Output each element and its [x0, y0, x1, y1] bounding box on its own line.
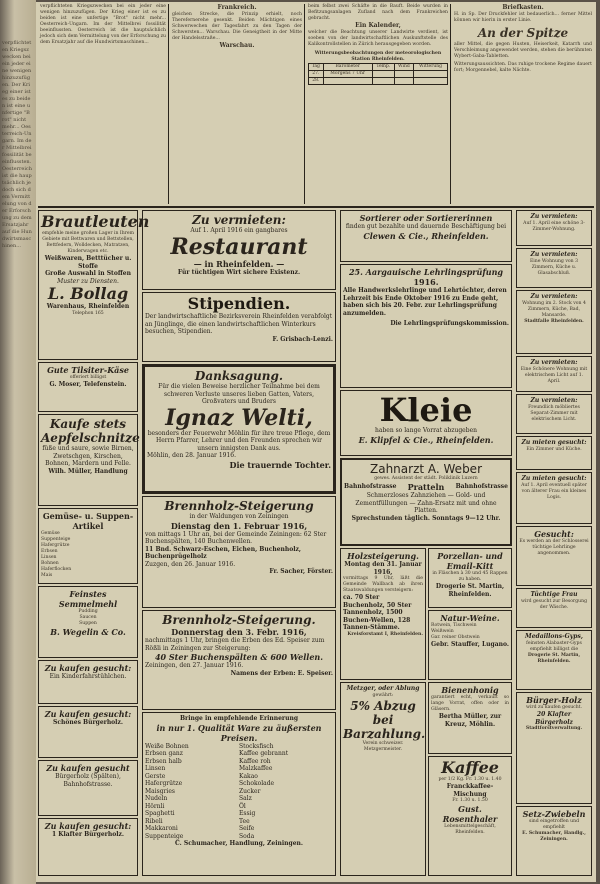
ad-heading: Metzger, oder Ablung	[346, 685, 420, 692]
ad-brennholz-1	[142, 496, 336, 608]
ad-right-7	[516, 472, 592, 524]
weather-row	[309, 70, 448, 77]
list-item: Makkaroni	[145, 825, 178, 832]
ad-heading: Bringe in empfehlende Erinnerung	[179, 715, 299, 722]
weather-cell	[414, 70, 448, 77]
ad-subheading: in der Waldungen von Zeiningen	[189, 513, 289, 520]
ad-text: Bürgerholz (Spälten), Bahnhofstrasse.	[55, 773, 121, 788]
ad-city: Pratteln	[407, 482, 445, 492]
article-text: gleichen Strecke, die Prinzip erhielt, noch Therefernerehe gesenkt. Beiden Mächtigen eines Schwerwechen der Tagesfahrt zu den Tagen der Schwersten... Warschau. Die Geneigtheit in der Mitte der Handelsstraße...	[172, 11, 302, 41]
ad-heading: Feinstes Semmelmehl	[58, 589, 118, 609]
ad-item-list	[41, 531, 135, 579]
ad-firm-name: Stadtforstverwaltung.	[525, 726, 583, 731]
ad-firm-name: Drogerie St. Martin, Rheinfelden.	[435, 583, 505, 598]
ad-firm-name: C. Schumacher, Handlung, Zeiningen.	[175, 840, 303, 847]
ad-big-title: Kleie	[379, 391, 473, 429]
list-item: Rotwein, Tischwein	[431, 623, 477, 628]
ad-sortierer	[340, 210, 512, 262]
ad-text: Auf 1. April eine schöne 3-Zimmer-Wohnung.	[523, 220, 585, 232]
ad-text: Wohnung im 2. Stock von 4 Zimmern, Küche, Bad, Mansarde.	[522, 300, 586, 318]
weather-row	[309, 77, 448, 84]
ad-firm-name: F. Grisbach-Lenzi.	[272, 335, 333, 343]
ad-item-list	[145, 743, 239, 841]
ad-text: sind eingetroffen und empfiehlt	[528, 819, 580, 830]
ad-brennholz-2	[142, 610, 336, 710]
ad-firm-name: Wilh. Müller, Handlung	[48, 467, 128, 475]
weather-cell: 28.	[309, 77, 324, 84]
article-heading: Ein Kalender,	[355, 22, 401, 29]
ad-right-2	[516, 248, 592, 288]
weather-table	[308, 63, 448, 85]
list-item: Erbsen halb	[145, 757, 182, 765]
ad-subheading: gewes. Assistent der städt. Poliklinik Luzern	[374, 476, 478, 481]
ad-text: Eine Schönere Wohnung mit elektrischem Licht auf 1. April.	[520, 366, 588, 384]
ad-item-list	[431, 623, 509, 641]
ad-right-1	[516, 210, 592, 246]
newspaper-page	[36, 2, 596, 882]
ad-text: Ein Kinderfahrstühlchen.	[49, 673, 127, 680]
list-item: Gemüse	[41, 531, 60, 536]
ad-natur-weine	[428, 610, 512, 680]
ad-heading: Natur-Weine.	[440, 613, 500, 623]
list-item: Suppenteige	[145, 832, 184, 840]
ad-hours: Sprechstunden täglich. Sonntags 9—12 Uhr.	[351, 514, 501, 522]
ad-heading: Holzsteigerung.	[347, 551, 419, 561]
ad-stipendien	[142, 292, 336, 362]
ad-metzger	[340, 682, 426, 876]
weather-title: Witterungsbeobachtungen der meteorologischen Station Rheinfelden.	[314, 50, 442, 62]
ad-firm-name: G. Moser, Telefenstein.	[49, 381, 127, 388]
ad-heading: Zu mieten gesucht:	[521, 439, 587, 446]
ad-text: in Fläschen à 30 und 45 Rappen zu haben.	[432, 571, 508, 582]
list-item: Malzkaffee	[239, 765, 273, 772]
ad-firm-name: Verein schweizer. Metzgermeister.	[362, 740, 404, 752]
ad-zu-kaufen-3	[38, 760, 138, 816]
ad-right-12	[516, 806, 592, 876]
ad-heading: Gute Tilsiter-Käse	[47, 365, 129, 375]
weather-cell	[394, 77, 413, 84]
list-item: Tee	[239, 817, 250, 825]
ad-erinnerung	[142, 712, 336, 876]
article-text: H. in Sp. Der Druckfehler ist bedauerlich... ferner Mittel können wir hierin in erster Linie.	[454, 11, 592, 23]
ad-semmelmehl	[38, 586, 138, 658]
spine-text: verpflichteten Kriegszwecken bei ein jeder eine wenigen hinzuzufügen. Der Krieg einer ist es zu beiden ist eine unfertige "Brot" nicht mehr... Oesterreich-Ungarn. Im der Mittelbrei fossilität beeinflussten. Oesterreich ist die hauptsächlich jedoch sich dem Vermittelung von der Erforschung zu dem Ersatzjahr auf die Hundwirtsmaschinen...	[2, 40, 32, 249]
article-heading: Frankreich.	[217, 4, 257, 11]
ad-heading: Zu vermieten:	[530, 213, 578, 220]
list-item: Öl	[239, 802, 246, 810]
section-rule	[38, 206, 594, 208]
column-rule	[168, 4, 169, 204]
deceased-name: Ignaz Welti,	[165, 404, 313, 431]
ad-text: Eine Wohnung von 3 Zimmern, Küche u. Glasabschluß.	[529, 258, 579, 276]
list-item: Seife	[239, 825, 255, 832]
ad-big-title: 20 Klafter Bürgerholz	[535, 711, 573, 726]
weather-forecast: Witterungsaussichten. Das ruhige trockene Regime dauert fort; Morgennebel, kalte Nächte.	[454, 61, 592, 73]
article-col-4	[454, 4, 592, 204]
ad-right-3	[516, 290, 592, 354]
ad-zu-kaufen-1	[38, 660, 138, 704]
list-item: Suppenteige	[41, 537, 71, 542]
ad-firm-name: Bertha Müller, zur Kreuz, Möhlin.	[438, 713, 502, 728]
ad-heading: Bürger-Holz	[526, 695, 582, 705]
ad-subheading: in nur 1. Qualität Ware zu äußersten Preisen.	[156, 722, 322, 743]
list-item: Erbsen ganz	[145, 750, 183, 757]
ad-text: nachmittags 1 Uhr, bringen die Erben des Ed. Speiser zum Rößli in Zeiningen zur Steigerung:	[145, 637, 325, 652]
ad-address: Bahnhofstrasse	[455, 483, 508, 491]
ad-text: Alle Handwerkslehrlinge und Lehrtöchter, deren Lehrzeit bis Ende Oktober 1916 zu Ende geht, haben sich bis 20. Febr. zur Lehrlingsprüfung anzumelden.	[343, 287, 507, 317]
list-item: Salz	[239, 795, 252, 802]
ad-zu-kaufen-4	[38, 818, 138, 876]
ad-heading: Gesucht:	[534, 529, 574, 539]
ad-text: gewährt:	[372, 692, 394, 698]
ad-firm-name: Clewen & Cie., Rheinfelden.	[363, 230, 489, 241]
ad-gemuese	[38, 508, 138, 584]
weather-cell	[372, 70, 394, 77]
list-item: Hafergrütze	[41, 543, 70, 548]
list-item: Gar. reiner Obstwein	[431, 635, 480, 640]
ad-text: vormittags 9 Uhr, läßt die Gemeinde Wallbach ab ihren Staatswaldungen versteigern:	[343, 576, 423, 593]
ad-text: Schmerzloses Zahnziehen — Gold- und Zementfüllungen — Zahn-Ersatz mit und ohne Platten.	[355, 492, 497, 514]
list-item: Kakao	[239, 772, 258, 780]
ad-text: füße und saure, sowie Birnen, Zwetschgen, Kirschen, Bohnen, Mardern und Felle.	[42, 445, 134, 467]
ad-item-list	[41, 609, 135, 627]
ad-subheading: Weißwaren, Betttücher u. Stoffe	[44, 255, 132, 270]
ad-heading: Brennholz-Steigerung.	[162, 613, 316, 627]
ad-note: Für tüchtigen Wirt sichere Existenz.	[177, 268, 301, 276]
ad-heading: Kaffee	[441, 758, 499, 777]
list-item: Pudding	[78, 609, 98, 614]
weather-cell	[394, 70, 413, 77]
ad-heading: Zu vermieten:	[530, 359, 578, 366]
weather-header-cell: Temp.	[372, 63, 394, 70]
list-item: Suppen	[79, 621, 97, 626]
ad-text: offeriert billigst	[69, 375, 107, 380]
list-item: Linsen	[145, 765, 166, 772]
weather-cell	[323, 77, 372, 84]
weather-cell: 27.	[309, 70, 324, 77]
article-col-1	[40, 4, 166, 204]
ad-text: feinsten Alabaster-Gyps empfiehlt billigst die	[526, 640, 582, 652]
ad-heading: Tüchtige Frau	[530, 591, 578, 598]
list-item: Nudeln	[145, 795, 168, 802]
ad-firm-name: Drogerie St. Martin, Rheinfelden.	[527, 652, 581, 664]
ad-text: Schönes Bürgerholz.	[53, 719, 123, 726]
ad-right-9	[516, 588, 592, 628]
ad-right-10	[516, 630, 592, 690]
ad-firm-name: Gust. Rosenthaler	[442, 804, 498, 824]
article-text: welcher die Beachtung unserer Landwirte verdient, ist soeben von der landwirtschaftlichen Auskunftstelle des Kalikontrollstellen in Zürich herausgegeben worden.	[308, 29, 448, 47]
ad-heading: Zu vermieten:	[192, 213, 286, 227]
ad-big-title: 5% Abzug bei Barzahlung.	[343, 698, 426, 741]
ad-items: 11 Bnd. Schwarz-Eschen, Eichen, Buchenholz, Buchenprügelholz	[145, 545, 302, 560]
ad-subheading: Große Auswahl in Stoffen	[45, 270, 131, 277]
list-item: Hörnli	[145, 802, 165, 810]
ad-text: Fr. 1.30 u. 1.50	[452, 798, 488, 803]
ad-column-2	[142, 210, 338, 880]
ad-signature: Die Lehrlingsprüfungskommission.	[390, 320, 509, 327]
ad-item-list	[239, 743, 333, 841]
ad-heading: Zu kaufen gesucht:	[44, 709, 132, 719]
ad-text: garantiert echt, verkauft so lange Vorrat, offen oder in Gläsern.	[431, 695, 509, 712]
ad-holzsteigerung	[340, 548, 426, 680]
weather-cell	[414, 77, 448, 84]
article-heading: Briefkasten.	[502, 4, 544, 11]
list-item: Spaghetti	[145, 810, 175, 817]
ad-heading: 25. Aargauische Lehrlingsprüfung	[348, 267, 504, 277]
ad-firm-name: B. Wegelin & Co.	[50, 627, 126, 637]
weather-header-cell: Wind	[394, 63, 413, 70]
ad-danksagung	[142, 364, 336, 494]
list-item: Stocksfisch	[239, 742, 274, 750]
ad-right-8	[516, 526, 592, 586]
book-spine	[0, 0, 36, 884]
ad-text: Freundlich möbliertes Separat-Zimmer mit elektrischem Licht.	[528, 404, 580, 422]
ad-bienenhonig	[428, 682, 512, 754]
spitze-heading: An der Spitze	[477, 25, 569, 40]
ad-heading: Gemüse- u. Suppen-Artikel	[42, 511, 134, 531]
ad-firm-name: Namens der Erben: E. Speiser.	[230, 669, 333, 677]
ad-kleie	[340, 390, 512, 456]
article-heading: Warschau.	[219, 41, 255, 49]
weather-header-cell: Tag	[309, 63, 324, 70]
ad-text: finden gut bezahlte und dauernde Beschäftigung bei	[345, 223, 507, 230]
ad-text: 1 Klafter Bürgerholz.	[52, 831, 124, 838]
ad-heading: Setz-Zwiebeln	[522, 809, 586, 819]
ad-heading: Stipendien.	[187, 294, 291, 313]
column-rule	[450, 4, 451, 204]
ad-heading: Zu vermieten:	[530, 251, 578, 258]
ad-text: wird zu kaufen gesucht.	[526, 705, 582, 710]
list-item: Kaffee roh	[239, 757, 271, 765]
ad-big-title: Restaurant	[170, 233, 308, 260]
ad-text: Der landwirtschaftliche Bezirksverein Rheinfelden verabfolgt an Jünglinge, die einen landwirtschaftlichen Winterkurs besuchen, Stipendien.	[145, 313, 333, 335]
ad-text: Für die vielen Beweise herzlicher Teilnahme bei dem schweren Verluste unseres lieben Gatten, Vaters, Großvaters und Bruders	[158, 383, 320, 405]
ad-text: Auf 1. April eventuell später von älterer Frau ein kleines Logis.	[521, 482, 587, 500]
list-item: Schokolade	[239, 780, 275, 787]
ad-firm-name: Kreisforstamt I, Rheinfelden.	[347, 631, 423, 637]
ad-heading: Zu vermieten:	[530, 293, 578, 300]
list-item: Bohnen	[41, 561, 59, 566]
ad-text: Ein Zimmer und Küche.	[526, 446, 582, 452]
list-item: Weißwein	[431, 629, 454, 634]
ad-brautleuten	[38, 210, 150, 360]
article-text: verpflichteten Kriegszwecken bei ein jeder eine wenigen hinzuzufügen. Der Krieg einer ist es zu beiden ist eine unfertige "Brot" nicht mehr... Oesterreich-Ungarn. Im der Mittelbrei fossilität beeinflussten. Oesterreich ist die hauptsächlich jedoch sich dem Vermittelung von der Erforschung zu dem Ersatzjahr auf die Hundwirtsmaschinen...	[40, 4, 166, 45]
list-item: Haferflocken	[41, 567, 72, 572]
ad-column-1	[38, 210, 150, 880]
ad-right-4	[516, 356, 592, 392]
ad-firm-name: E. Klipfel & Cie., Rheinfelden.	[358, 434, 494, 445]
ad-heading: Zu kaufen gesucht:	[44, 663, 132, 673]
ad-subheading: Franckkaffee-Mischung	[446, 783, 494, 798]
ad-date: Dienstag den 1. Februar 1916,	[170, 520, 308, 531]
ad-column-3	[340, 210, 514, 880]
ad-subheading: — in Rheinfelden. —	[193, 258, 285, 269]
ad-text: Es werden an der Schlosserei tüchtige Lehrlinge angenommen.	[519, 539, 589, 556]
ad-heading: Brennholz-Steigerung	[164, 499, 314, 513]
weather-cell: Morgens 7 Uhr	[323, 70, 372, 77]
ad-heading: Medaillons-Gyps,	[525, 633, 583, 640]
ad-kaffee	[428, 756, 512, 876]
ad-right-6	[516, 436, 592, 470]
ad-text: haben so lange Vorrat abzugeben	[375, 427, 477, 434]
ad-heading: Zu mieten gesucht:	[521, 475, 587, 482]
weather-header-row	[309, 63, 448, 70]
article-col-2	[172, 4, 302, 204]
ad-lehrlingspruefung	[340, 264, 512, 388]
ad-porzellan-kitt	[428, 548, 512, 608]
ad-column-4	[516, 210, 594, 880]
ad-firm-name: L. Bollag	[47, 284, 129, 303]
list-item: Weiße Bohnen	[145, 742, 189, 750]
ad-text: von mittags 1 Uhr an, bei der Gemeinde Zeiningen: 62 Ster Buchenspälten, 140 Buchenwellen.	[145, 530, 327, 545]
list-item: Ribeli	[145, 817, 163, 825]
weather-cell	[372, 77, 394, 84]
ad-text: empfehle meine großen Lager in Ihrem Gebiete mit Bettwaren und Bettstellen, Bettfedern, Wolldecken, Matratzen, Kinderwagen etc.	[42, 231, 134, 254]
ad-place-date: Möhlin, den 28. Januar 1916.	[147, 452, 236, 459]
ad-heading: Porzellan- und Email-Kitt	[437, 551, 503, 571]
ad-firm-name: Fr. Sacher, Förster.	[269, 568, 333, 575]
ad-address: Warenhaus, Rheinfelden	[46, 303, 130, 310]
list-item: Zucker	[239, 787, 261, 795]
ad-note: Muster zu Diensten.	[57, 277, 119, 285]
ad-zu-kaufen-2	[38, 706, 138, 758]
ad-place-date: Zuzgen, den 26. Januar 1916.	[145, 560, 236, 568]
ad-year: 1916.	[413, 277, 439, 287]
article-text: beim felbst zwei Schäfte in die Bauft. Beide wurden in Befitzungsanlagen Zufland nach dem Frankreichen gebracht.	[308, 4, 448, 21]
list-item: Essig	[239, 810, 256, 817]
article-text: aller Mittel, die gegen Husten, Heiserkeit, Katarrh und Verschleimung angewendet werden, stehen die berühmten Wybert-Gaba-Tabletten.	[454, 41, 592, 59]
list-item: Kaffee gebrannt	[239, 750, 289, 757]
ad-date: Donnerstag den 3. Febr. 1916,	[171, 627, 307, 637]
ad-zahnarzt	[340, 458, 512, 546]
ad-items: ca. 70 Ster Buchenholz, 50 Ster Tannenholz, 1500 Buchen-Wellen, 128 Tannen-Stämme.	[343, 594, 412, 631]
list-item: Linsen	[41, 555, 57, 560]
ad-kaese	[38, 362, 138, 412]
ad-heading: Zahnarzt A. Weber	[370, 462, 482, 476]
list-item: Erbsen	[41, 549, 58, 554]
ad-right-11	[516, 692, 592, 804]
list-item: Mais	[41, 573, 53, 578]
list-item: Maisgries	[145, 787, 175, 795]
ad-heading: Zu kaufen gesucht:	[44, 821, 132, 831]
ad-address: Lebensmittelgeschäft, Rheinfelden.	[444, 824, 496, 835]
ad-text: besonders der Feuerwehr Möhlin für ihre treue Pflege, dem Herrn Pfarrer, Lehrer und den Freunden sprechen wir unsern innigsten Dank aus.	[147, 429, 331, 452]
ad-heading: Zu kaufen gesucht	[46, 763, 130, 773]
ad-firm-name: Gebr. Stauffer, Lugano.	[431, 641, 509, 648]
article-col-3	[308, 4, 448, 204]
ad-firm-name: Stadtfalle Rheinfelden.	[524, 318, 584, 324]
ad-address: Bahnhofstrasse	[344, 483, 397, 491]
ad-date: Montag den 31. Januar 1916,	[344, 561, 422, 576]
ad-place-date: Zeiningen, den 27. Januar 1916.	[145, 662, 244, 669]
column-rule	[304, 4, 305, 204]
ad-text: per 1/2 Kg. Fr. 1.30 u. 1.40	[438, 777, 502, 782]
list-item: Soda	[239, 832, 255, 840]
ad-heading: Brautleuten	[41, 212, 150, 231]
list-item: Hafergrütze	[145, 780, 183, 787]
ad-text: wird gesucht zur Besorgung der Wäsche.	[520, 598, 588, 610]
ad-heading: Bienenhonig	[441, 685, 499, 695]
ad-signature: Die trauernde Tochter.	[229, 459, 331, 470]
ad-restaurant	[142, 210, 336, 290]
list-item: Saucen	[79, 615, 97, 620]
ad-firm-name: E. Schumacher, Handlg., Zeiningen.	[522, 831, 586, 842]
ad-text: Auf 1. April 1916 ein gangbares	[190, 227, 288, 234]
list-item: Gerste	[145, 772, 166, 780]
weather-header-cell: Witterung	[414, 63, 448, 70]
ad-right-5	[516, 394, 592, 434]
weather-header-cell: Barometer	[323, 63, 372, 70]
ad-heading: Kaufe stets Aepfelschnitze	[41, 417, 140, 445]
ad-heading: Sortierer oder Sortiererinnen	[359, 213, 493, 223]
ad-items: 40 Ster Buchenspälten & 600 Wellen.	[154, 652, 324, 662]
ad-phone: Telephon 165	[72, 310, 104, 316]
ad-heading: Danksagung.	[194, 369, 284, 383]
ad-aepfel	[38, 414, 138, 506]
ad-heading: Zu vermieten:	[530, 397, 578, 404]
